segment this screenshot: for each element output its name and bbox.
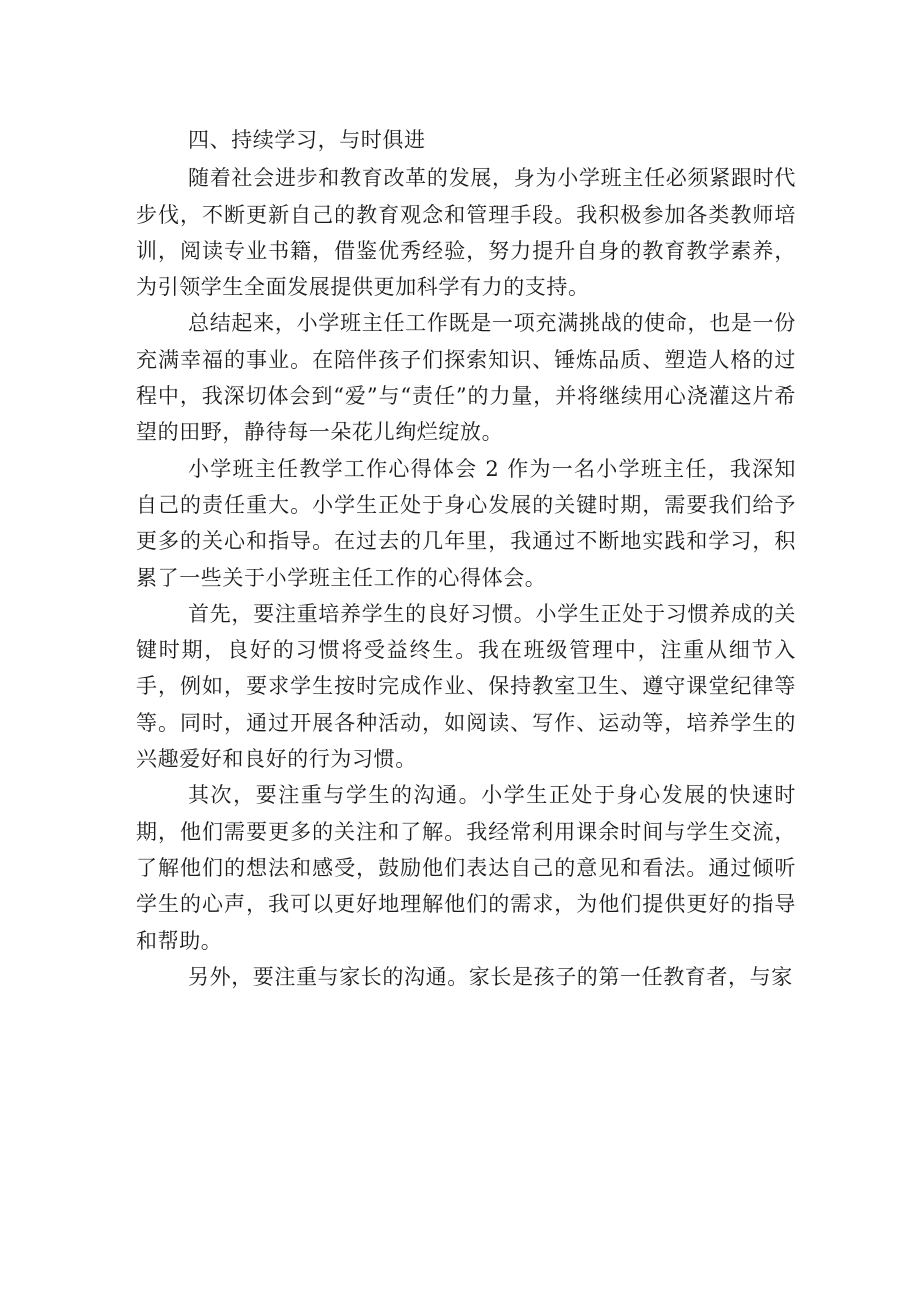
section-heading: 四、持续学习，与时俱进 — [188, 128, 426, 152]
paragraph-continuous-learning: 随着社会进步和教育改革的发展，身为小学班主任必须紧跟时代步伐，不断更新自己的教育观念和管理手段。我积极参加各类教师培训，阅读专业书籍，借鉴优秀经验，努力提升自身的教育教学素养，为引领学生全面发展提供更加科学有力的支持。 — [136, 166, 796, 300]
paragraph-student-communication: 其次，要注重与学生的沟通。小学生正处于身心发展的快速时期，他们需要更多的关注和了解。我经常利用课余时间与学生交流，了解他们的想法和感受，鼓励他们表达自己的意见和看法。通过倾听学生的心声，我可以更好地理解他们的需求，为他们提供更好的指导和帮助。 — [136, 783, 796, 953]
paragraph-essay-2-intro: 小学班主任教学工作心得体会 2 作为一名小学班主任，我深知自己的责任重大。小学生正处于身心发展的关键时期，需要我们给予更多的关心和指导。在过去的几年里，我通过不断地实践和学习，积累了一些关于小学班主任工作的心得体会。 — [136, 456, 796, 590]
paragraph-parent-communication: 另外，要注重与家长的沟通。家长是孩子的第一任教育者，与家 — [188, 964, 793, 989]
paragraph-summary: 总结起来，小学班主任工作既是一项充满挑战的使命，也是一份充满幸福的事业。在陪伴孩子们探索知识、锤炼品质、塑造人格的过程中，我深切体会到“爱”与“责任”的力量，并将继续用心浇灌这片希望的田野，静待每一朵花儿绚烂绽放。 — [136, 311, 796, 445]
document-page — [136, 122, 796, 995]
paragraph-good-habits: 首先，要注重培养学生的良好习惯。小学生正处于习惯养成的关键时期，良好的习惯将受益终生。我在班级管理中，注重从细节入手，例如，要求学生按时完成作业、保持教室卫生、遵守课堂纪律等等。同时，通过开展各种活动，如阅读、写作、运动等，培养学生的兴趣爱好和良好的行为习惯。 — [136, 601, 796, 772]
